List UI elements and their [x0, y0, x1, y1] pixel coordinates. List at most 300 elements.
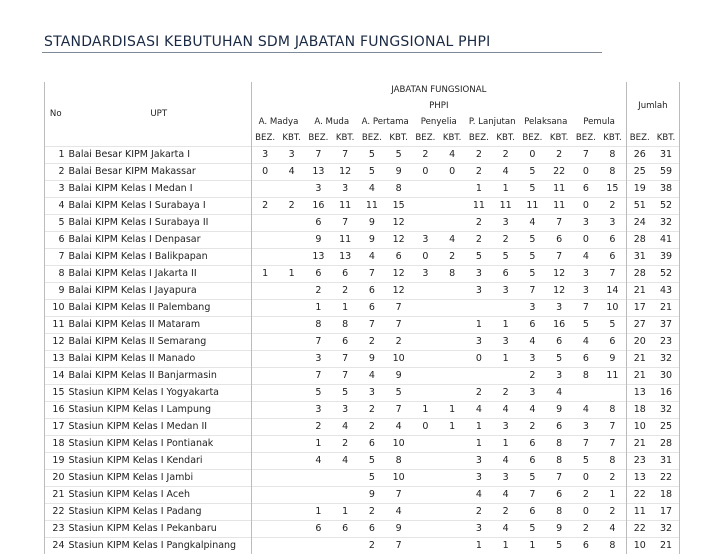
row-cell [252, 249, 279, 266]
row-cell: 4 [359, 368, 386, 385]
row-cell [492, 300, 519, 317]
row-cell: 11 [492, 198, 519, 215]
row-cell: 2 [332, 283, 359, 300]
row-cell: 2 [439, 249, 466, 266]
row-no: 11 [45, 317, 67, 334]
row-cell: 4 [492, 453, 519, 470]
row-no: 23 [45, 521, 67, 538]
header-level-1: A. Muda [305, 114, 359, 130]
row-cell: 8 [546, 436, 573, 453]
row-cell [278, 300, 305, 317]
row-cell: 0 [412, 164, 439, 181]
header-bez: BEZ. [626, 130, 653, 147]
row-cell: 4 [359, 249, 386, 266]
row-cell [412, 368, 439, 385]
row-cell: 1 [278, 266, 305, 283]
row-cell [252, 419, 279, 436]
row-cell: 4 [573, 402, 600, 419]
row-cell: 2 [599, 504, 626, 521]
row-cell: 3 [466, 266, 493, 283]
row-cell: 3 [519, 351, 546, 368]
header-kbt: KBT. [546, 130, 573, 147]
row-no: 22 [45, 504, 67, 521]
row-cell: 3 [412, 266, 439, 283]
row-cell: 24 [626, 215, 653, 232]
row-cell: 9 [599, 351, 626, 368]
row-cell: 9 [359, 215, 386, 232]
row-cell: 1 [492, 351, 519, 368]
row-cell: 4 [546, 385, 573, 402]
row-cell: 6 [519, 317, 546, 334]
row-cell: 6 [573, 181, 600, 198]
row-cell [252, 232, 279, 249]
row-upt: Stasiun KIPM Kelas I Jambi [67, 470, 252, 487]
row-cell: 3 [466, 334, 493, 351]
row-cell [252, 334, 279, 351]
row-cell [412, 521, 439, 538]
row-cell: 51 [626, 198, 653, 215]
row-cell: 12 [332, 164, 359, 181]
row-cell: 43 [653, 283, 680, 300]
row-cell: 9 [305, 232, 332, 249]
row-cell: 3 [492, 283, 519, 300]
table-row [45, 368, 680, 385]
row-upt: Stasiun KIPM Kelas I Kendari [67, 453, 252, 470]
row-upt: Balai KIPM Kelas I Surabaya I [67, 198, 252, 215]
row-cell [412, 215, 439, 232]
row-upt: Stasiun KIPM Kelas I Pangkalpinang [67, 538, 252, 554]
row-cell: 5 [519, 164, 546, 181]
row-cell: 2 [305, 419, 332, 436]
row-cell: 11 [626, 504, 653, 521]
row-cell: 0 [573, 232, 600, 249]
row-cell: 2 [359, 419, 386, 436]
row-cell: 13 [305, 249, 332, 266]
row-cell: 18 [653, 487, 680, 504]
row-cell: 5 [519, 470, 546, 487]
row-cell: 1 [412, 402, 439, 419]
row-cell: 37 [653, 317, 680, 334]
header-kbt: KBT. [439, 130, 466, 147]
row-cell: 5 [546, 538, 573, 554]
row-cell: 4 [492, 402, 519, 419]
row-cell: 3 [359, 385, 386, 402]
row-upt: Balai KIPM Kelas I Jayapura [67, 283, 252, 300]
row-cell: 12 [385, 232, 412, 249]
row-no: 4 [45, 198, 67, 215]
row-cell [278, 283, 305, 300]
row-cell: 22 [626, 487, 653, 504]
row-cell: 6 [546, 232, 573, 249]
row-cell: 3 [573, 215, 600, 232]
row-cell [439, 283, 466, 300]
header-bez: BEZ. [519, 130, 546, 147]
row-no: 21 [45, 487, 67, 504]
row-cell: 4 [332, 453, 359, 470]
row-cell [332, 470, 359, 487]
row-cell: 6 [519, 436, 546, 453]
row-cell: 9 [546, 402, 573, 419]
row-no: 8 [45, 266, 67, 283]
row-cell: 11 [466, 198, 493, 215]
row-cell: 6 [599, 334, 626, 351]
header-jabatan-fungsional: JABATAN FUNGSIONAL [252, 82, 627, 98]
row-cell: 8 [599, 538, 626, 554]
row-cell: 28 [626, 232, 653, 249]
row-cell: 7 [546, 215, 573, 232]
header-kbt: KBT. [332, 130, 359, 147]
row-cell: 1 [252, 266, 279, 283]
row-cell: 2 [492, 232, 519, 249]
row-cell: 16 [305, 198, 332, 215]
row-no: 9 [45, 283, 67, 300]
row-cell: 16 [653, 385, 680, 402]
row-cell: 52 [653, 266, 680, 283]
row-cell: 12 [546, 266, 573, 283]
row-cell [466, 368, 493, 385]
row-cell: 3 [466, 453, 493, 470]
row-cell: 13 [332, 249, 359, 266]
row-cell: 7 [519, 487, 546, 504]
row-cell [439, 470, 466, 487]
row-cell [252, 368, 279, 385]
row-cell: 7 [359, 266, 386, 283]
row-cell: 2 [359, 402, 386, 419]
row-cell [439, 385, 466, 402]
row-cell [305, 487, 332, 504]
row-cell [439, 181, 466, 198]
row-cell: 6 [519, 504, 546, 521]
header-jumlah: Jumlah [626, 82, 680, 130]
row-cell: 5 [359, 164, 386, 181]
row-cell: 5 [573, 453, 600, 470]
row-cell: 7 [332, 147, 359, 164]
table-row [45, 402, 680, 419]
row-cell: 59 [653, 164, 680, 181]
row-cell: 1 [492, 317, 519, 334]
row-cell [278, 351, 305, 368]
row-cell: 10 [385, 436, 412, 453]
row-cell: 1 [492, 181, 519, 198]
header-level-0: A. Madya [252, 114, 306, 130]
row-cell: 12 [385, 215, 412, 232]
row-cell [439, 317, 466, 334]
row-upt: Balai KIPM Kelas I Surabaya II [67, 215, 252, 232]
row-no: 1 [45, 147, 67, 164]
row-cell [252, 436, 279, 453]
row-cell: 21 [626, 283, 653, 300]
row-cell: 8 [385, 181, 412, 198]
row-cell: 9 [385, 164, 412, 181]
row-cell: 6 [305, 521, 332, 538]
title-underline [42, 52, 602, 53]
header-upt: UPT [67, 82, 252, 147]
table-row [45, 487, 680, 504]
row-no: 7 [45, 249, 67, 266]
row-cell: 1 [466, 181, 493, 198]
table-row [45, 453, 680, 470]
row-cell [439, 504, 466, 521]
row-cell: 4 [385, 504, 412, 521]
row-cell: 4 [519, 215, 546, 232]
header-kbt: KBT. [653, 130, 680, 147]
row-cell: 4 [519, 402, 546, 419]
row-cell: 1 [332, 504, 359, 521]
row-cell: 14 [599, 283, 626, 300]
table-row [45, 419, 680, 436]
row-cell: 2 [412, 147, 439, 164]
row-cell [252, 385, 279, 402]
row-cell [439, 215, 466, 232]
row-cell: 4 [573, 334, 600, 351]
row-cell: 21 [626, 351, 653, 368]
row-cell: 8 [305, 317, 332, 334]
row-cell: 32 [653, 215, 680, 232]
row-cell: 1 [492, 436, 519, 453]
row-cell: 1 [466, 436, 493, 453]
row-cell: 13 [626, 470, 653, 487]
row-cell: 3 [466, 521, 493, 538]
row-cell [278, 419, 305, 436]
row-cell: 5 [519, 232, 546, 249]
row-cell: 22 [626, 521, 653, 538]
row-upt: Balai KIPM Kelas II Banjarmasin [67, 368, 252, 385]
row-cell: 38 [653, 181, 680, 198]
row-cell: 8 [599, 164, 626, 181]
row-cell: 3 [519, 300, 546, 317]
row-cell [252, 351, 279, 368]
row-cell: 8 [599, 453, 626, 470]
row-cell: 5 [519, 181, 546, 198]
row-cell: 7 [305, 147, 332, 164]
row-cell: 5 [359, 147, 386, 164]
row-cell: 3 [492, 334, 519, 351]
row-cell [278, 402, 305, 419]
row-cell: 13 [305, 164, 332, 181]
row-cell: 4 [599, 521, 626, 538]
row-cell: 30 [653, 368, 680, 385]
row-cell: 31 [653, 147, 680, 164]
header-kbt: KBT. [492, 130, 519, 147]
row-cell: 3 [332, 181, 359, 198]
row-cell [439, 300, 466, 317]
table-row [45, 470, 680, 487]
row-cell: 7 [519, 283, 546, 300]
row-cell: 9 [385, 368, 412, 385]
row-cell [305, 470, 332, 487]
table-row [45, 504, 680, 521]
row-cell: 4 [492, 487, 519, 504]
row-cell: 7 [599, 266, 626, 283]
row-upt: Stasiun KIPM Kelas I Padang [67, 504, 252, 521]
row-cell: 21 [626, 436, 653, 453]
row-cell: 52 [653, 198, 680, 215]
row-cell: 22 [653, 470, 680, 487]
row-cell: 2 [252, 198, 279, 215]
row-cell: 10 [385, 351, 412, 368]
row-cell: 9 [359, 232, 386, 249]
row-cell: 6 [359, 283, 386, 300]
row-cell: 2 [466, 232, 493, 249]
row-cell: 1 [599, 487, 626, 504]
header-level-5: Pelaksana [519, 114, 573, 130]
row-no: 12 [45, 334, 67, 351]
row-cell: 6 [359, 436, 386, 453]
table-row [45, 521, 680, 538]
row-cell: 2 [573, 487, 600, 504]
row-cell: 3 [278, 147, 305, 164]
row-cell [252, 521, 279, 538]
table-row [45, 266, 680, 283]
row-cell: 8 [546, 504, 573, 521]
row-cell [332, 487, 359, 504]
table-row [45, 147, 680, 164]
row-cell [412, 334, 439, 351]
row-cell [439, 198, 466, 215]
row-no: 10 [45, 300, 67, 317]
row-upt: Stasiun KIPM Kelas I Lampung [67, 402, 252, 419]
row-cell: 9 [359, 351, 386, 368]
row-cell: 2 [573, 521, 600, 538]
table-row [45, 232, 680, 249]
row-cell [252, 317, 279, 334]
row-cell [412, 504, 439, 521]
row-cell: 21 [653, 538, 680, 554]
row-cell: 4 [492, 521, 519, 538]
row-cell: 4 [385, 419, 412, 436]
row-cell: 2 [385, 334, 412, 351]
row-cell [278, 368, 305, 385]
header-bez: BEZ. [412, 130, 439, 147]
row-cell: 12 [385, 283, 412, 300]
row-cell [439, 368, 466, 385]
row-cell [573, 385, 600, 402]
row-cell [252, 300, 279, 317]
row-cell: 5 [359, 453, 386, 470]
row-cell: 12 [546, 283, 573, 300]
row-cell [278, 317, 305, 334]
row-cell: 9 [546, 521, 573, 538]
row-cell: 6 [305, 266, 332, 283]
row-cell: 21 [626, 368, 653, 385]
row-cell: 6 [599, 249, 626, 266]
row-upt: Balai KIPM Kelas I Medan I [67, 181, 252, 198]
row-cell [252, 504, 279, 521]
row-cell [252, 487, 279, 504]
row-upt: Stasiun KIPM Kelas I Aceh [67, 487, 252, 504]
row-cell: 7 [332, 351, 359, 368]
row-cell: 2 [519, 368, 546, 385]
row-cell: 26 [626, 147, 653, 164]
row-cell [278, 470, 305, 487]
row-cell [412, 385, 439, 402]
row-cell [278, 453, 305, 470]
row-cell: 6 [599, 232, 626, 249]
row-no: 5 [45, 215, 67, 232]
row-cell: 11 [519, 198, 546, 215]
row-no: 2 [45, 164, 67, 181]
row-cell: 4 [439, 147, 466, 164]
row-cell: 6 [546, 334, 573, 351]
row-cell: 0 [412, 249, 439, 266]
row-cell: 11 [332, 198, 359, 215]
row-cell [412, 283, 439, 300]
row-cell: 2 [359, 334, 386, 351]
row-cell: 10 [599, 300, 626, 317]
row-cell: 12 [385, 266, 412, 283]
row-cell: 13 [626, 385, 653, 402]
row-cell: 7 [385, 317, 412, 334]
row-cell: 8 [546, 453, 573, 470]
row-cell: 4 [359, 181, 386, 198]
row-cell: 0 [412, 419, 439, 436]
row-cell [252, 402, 279, 419]
header-bez: BEZ. [573, 130, 600, 147]
row-upt: Stasiun KIPM Kelas I Pontianak [67, 436, 252, 453]
row-cell: 5 [573, 317, 600, 334]
row-cell: 5 [385, 385, 412, 402]
row-no: 24 [45, 538, 67, 554]
row-upt: Balai KIPM Kelas I Denpasar [67, 232, 252, 249]
row-cell: 7 [305, 334, 332, 351]
table-row [45, 300, 680, 317]
row-cell [412, 198, 439, 215]
row-no: 6 [45, 232, 67, 249]
row-cell: 6 [359, 300, 386, 317]
row-cell: 5 [492, 249, 519, 266]
row-upt: Balai KIPM Kelas II Semarang [67, 334, 252, 351]
row-cell: 3 [573, 266, 600, 283]
table-row [45, 317, 680, 334]
row-cell [278, 181, 305, 198]
row-cell: 3 [546, 368, 573, 385]
row-cell [439, 334, 466, 351]
row-cell: 7 [332, 368, 359, 385]
row-cell: 15 [385, 198, 412, 215]
row-cell [466, 300, 493, 317]
row-cell: 7 [385, 487, 412, 504]
row-cell [252, 181, 279, 198]
row-cell: 7 [599, 436, 626, 453]
row-cell [412, 181, 439, 198]
row-cell: 1 [466, 419, 493, 436]
row-cell [412, 436, 439, 453]
row-cell: 3 [546, 300, 573, 317]
row-cell: 1 [305, 300, 332, 317]
row-cell: 27 [626, 317, 653, 334]
table-row [45, 249, 680, 266]
row-cell: 3 [492, 215, 519, 232]
row-cell: 3 [492, 419, 519, 436]
row-cell: 32 [653, 521, 680, 538]
row-cell: 6 [573, 351, 600, 368]
table-row [45, 385, 680, 402]
row-cell: 3 [252, 147, 279, 164]
row-cell: 11 [546, 181, 573, 198]
row-cell: 28 [653, 436, 680, 453]
row-cell: 21 [653, 300, 680, 317]
row-cell: 4 [573, 249, 600, 266]
row-cell: 7 [385, 402, 412, 419]
row-cell: 3 [573, 283, 600, 300]
row-cell [278, 215, 305, 232]
row-no: 15 [45, 385, 67, 402]
row-cell: 2 [332, 436, 359, 453]
row-cell: 2 [466, 385, 493, 402]
row-cell: 2 [278, 198, 305, 215]
row-cell: 2 [492, 147, 519, 164]
row-cell: 0 [519, 147, 546, 164]
